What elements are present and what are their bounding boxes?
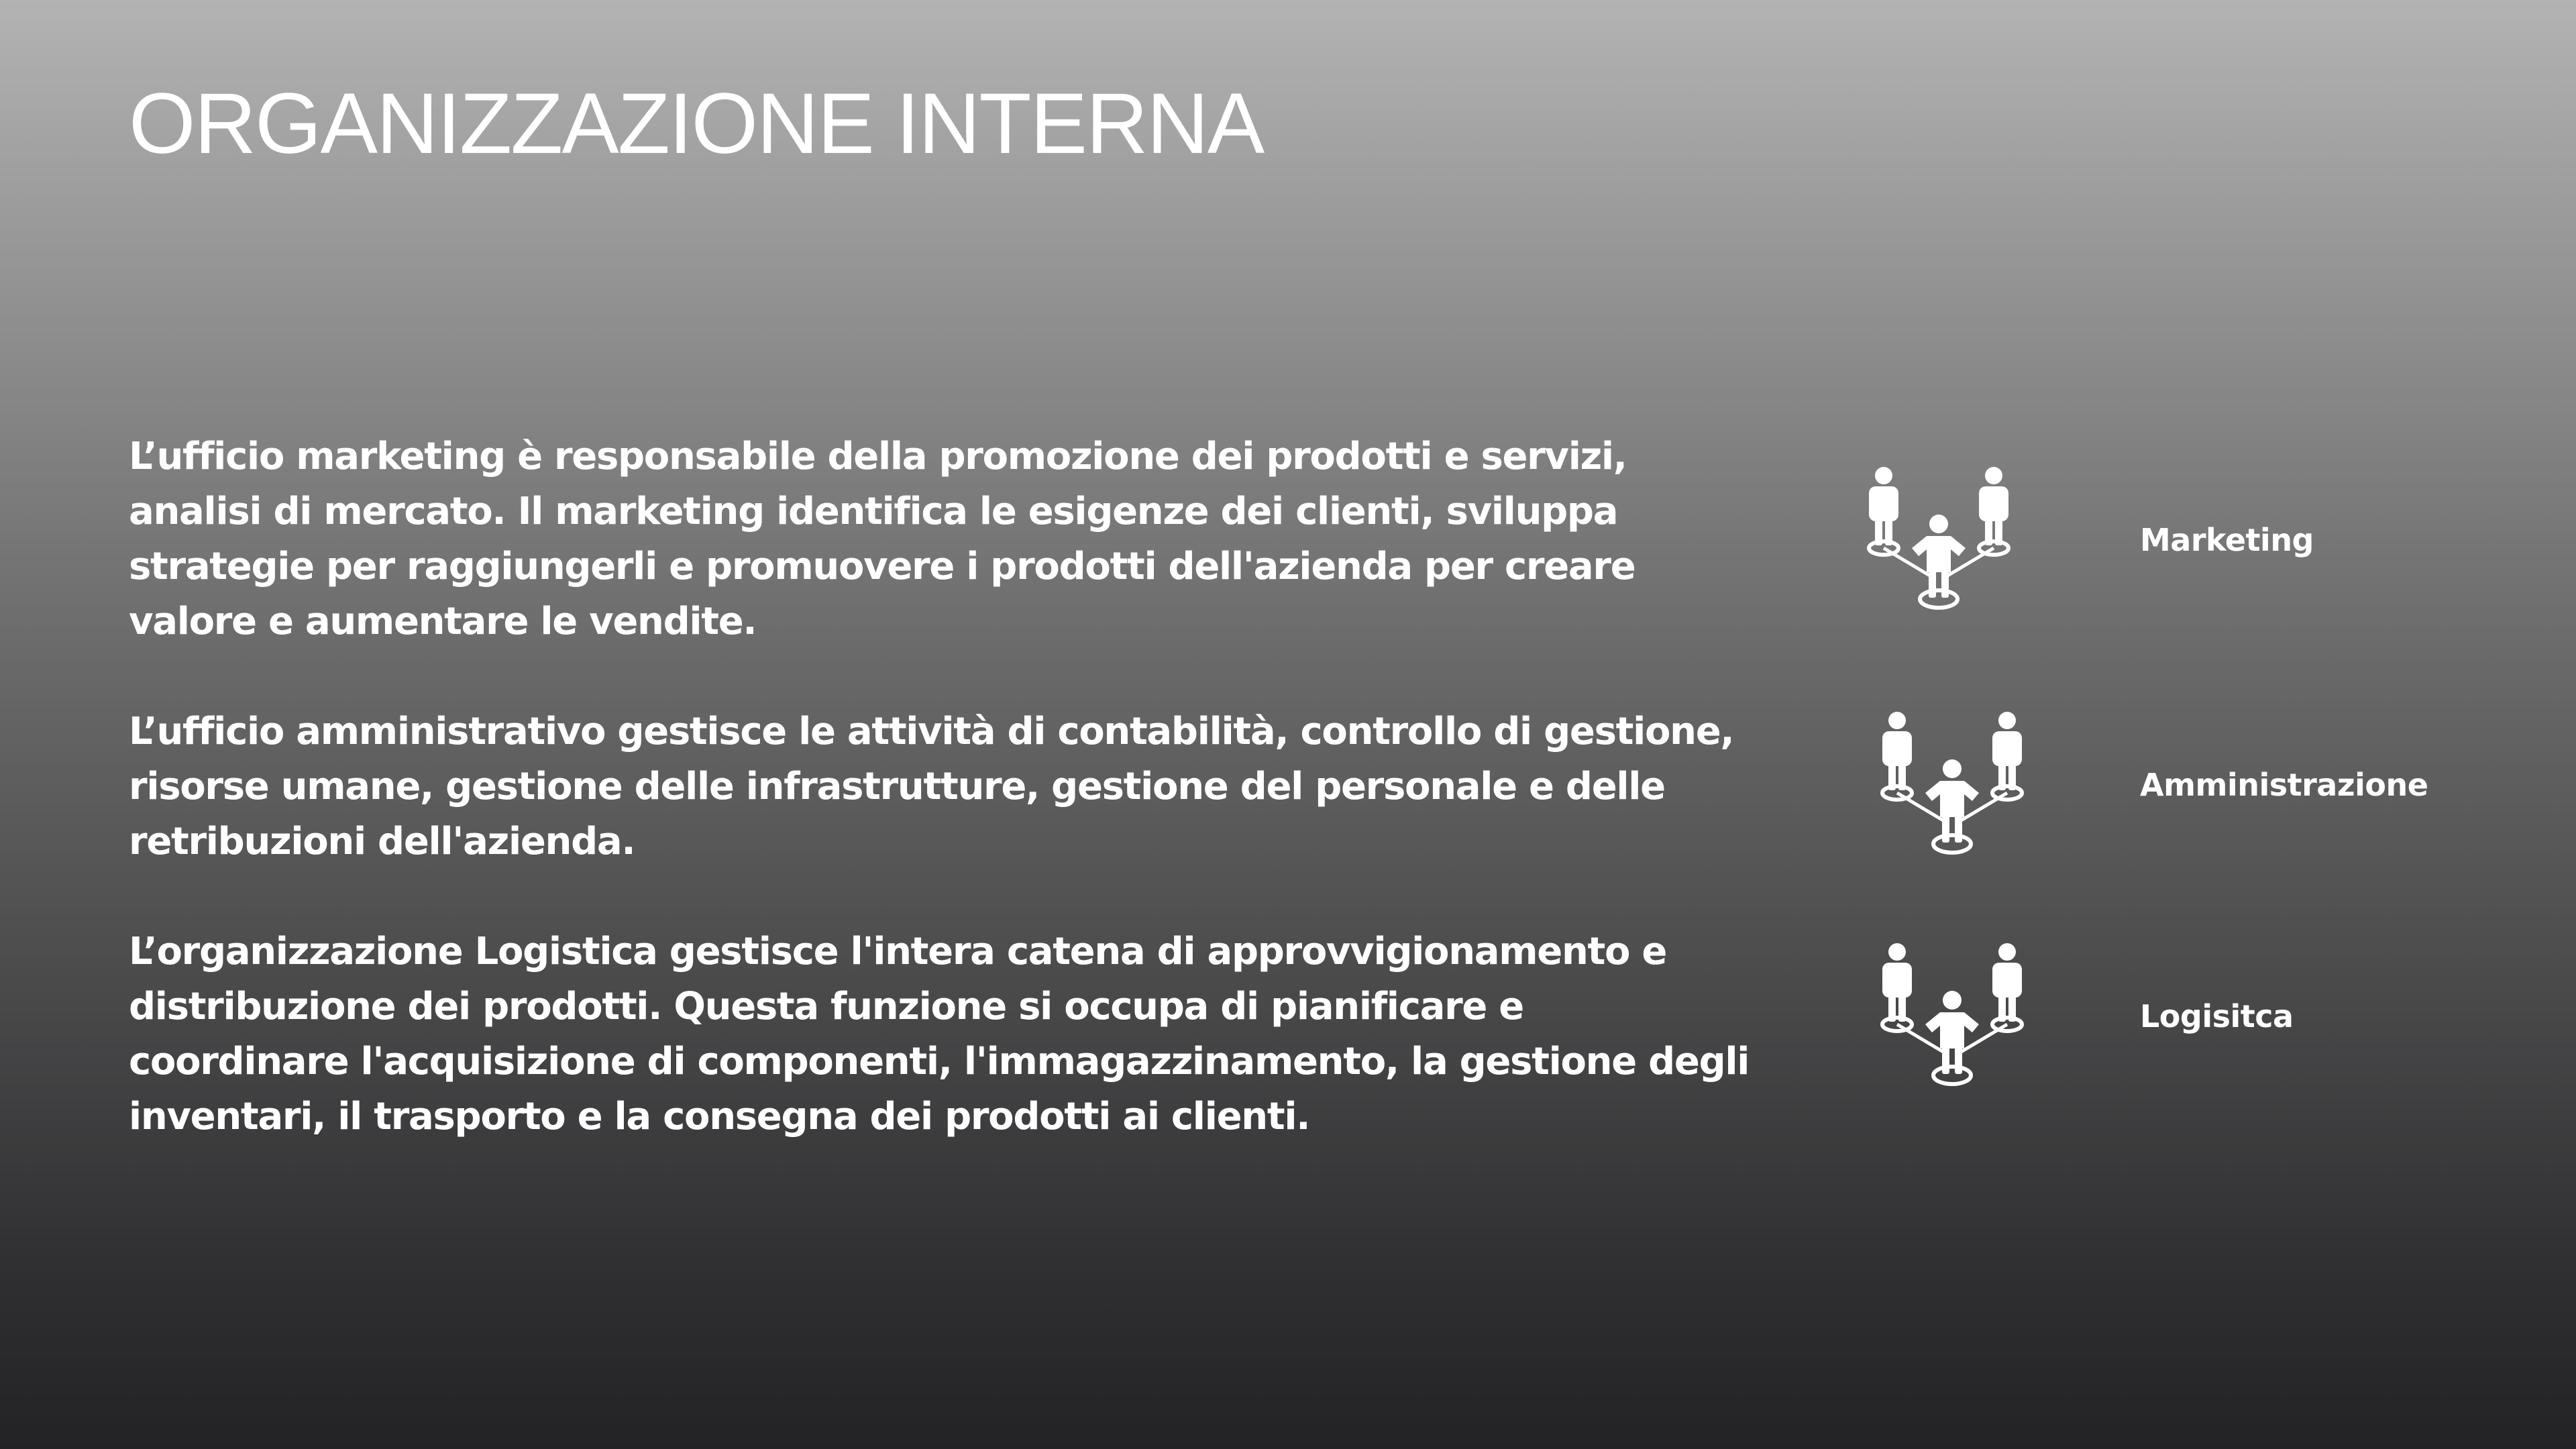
paragraph-logistics: L’organizzazione Logistica gestisce l'intera catena di approvvigionamento e distribuzione dei prodotti. Questa funzione si occupa di pianificare e coordinare l'acquisizione di componenti, l'immagazzinamento, la gestione degli inventari, il trasporto e la consegna dei prodotti ai clienti. bbox=[129, 930, 1750, 1138]
team-network-icon bbox=[1878, 943, 2026, 1090]
description-block bbox=[129, 429, 1752, 1199]
department-administration bbox=[1878, 711, 2549, 859]
department-marketing bbox=[1865, 466, 2536, 614]
paragraph-marketing: L’ufficio marketing è responsabile della promozione dei prodotti e servizi, analisi di mercato. Il marketing identifica le esigenze dei clienti, sviluppa strategie per raggiungerli e promuovere i prodotti dell'azienda per creare valore e aumentare le vendite. bbox=[129, 435, 1635, 643]
department-label-logistics: Logisitca bbox=[2140, 998, 2294, 1034]
page-title: ORGANIZZAZIONE INTERNA bbox=[129, 76, 1264, 172]
team-network-icon bbox=[1878, 711, 2026, 859]
paragraph-administration: L’ufficio amministrativo gestisce le attività di contabilità, controllo di gestione, risorse umane, gestione delle infrastrutture, gestione del personale e delle retribuzioni dell'azienda. bbox=[129, 710, 1734, 863]
department-label-administration: Amministrazione bbox=[2140, 767, 2428, 803]
department-label-marketing: Marketing bbox=[2140, 522, 2314, 558]
team-network-icon bbox=[1865, 466, 2012, 614]
department-logistics bbox=[1878, 943, 2549, 1090]
